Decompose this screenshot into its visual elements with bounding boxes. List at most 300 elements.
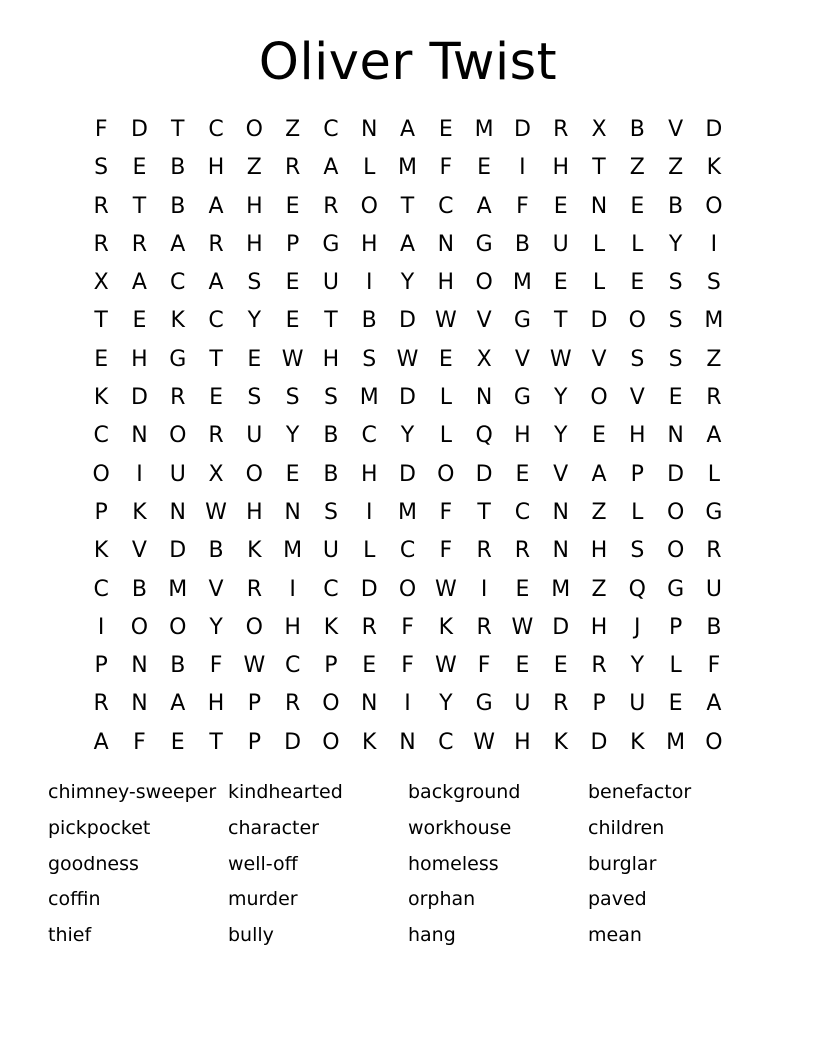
word-list-item: paved	[588, 888, 647, 911]
grid-letter: N	[131, 423, 148, 449]
word-list-item: burglar	[588, 852, 657, 875]
grid-row	[82, 456, 733, 494]
grid-letter: W	[434, 653, 457, 679]
word-list-row	[48, 814, 768, 850]
grid-letter: A	[476, 193, 492, 219]
grid-letter: C	[323, 117, 339, 142]
grid-letter: K	[323, 614, 339, 640]
grid-letter: F	[439, 499, 453, 525]
grid-letter: C	[170, 270, 186, 296]
grid-letter: S	[247, 385, 262, 411]
grid-letter: C	[323, 576, 339, 602]
grid-letter: H	[514, 423, 531, 449]
grid-row	[82, 685, 733, 723]
grid-letter: F	[516, 193, 529, 219]
grid-letter: D	[590, 308, 608, 334]
word-list-item: thief	[48, 924, 92, 947]
grid-letter: Y	[439, 691, 453, 717]
grid-letter: G	[322, 231, 340, 257]
letter-grid	[82, 111, 733, 762]
grid-letter: W	[396, 346, 419, 372]
grid-letter: V	[668, 117, 684, 142]
grid-letter: E	[285, 193, 300, 219]
grid-letter: I	[519, 155, 526, 181]
grid-letter: E	[553, 193, 568, 219]
grid-letter: O	[360, 193, 378, 219]
grid-letter: E	[362, 653, 377, 679]
grid-row	[82, 379, 733, 417]
grid-letter: X	[591, 117, 607, 142]
grid-letter: F	[94, 117, 108, 142]
word-list-item: background	[408, 781, 521, 803]
grid-letter: K	[630, 729, 645, 755]
grid-row	[82, 149, 733, 187]
grid-letter: D	[399, 461, 416, 487]
grid-letter: E	[630, 193, 645, 219]
grid-letter: N	[552, 538, 569, 564]
grid-letter: B	[706, 614, 722, 640]
grid-letter: L	[592, 231, 606, 257]
grid-letter: R	[93, 231, 109, 257]
grid-letter: Y	[553, 385, 568, 411]
grid-letter: E	[132, 308, 147, 334]
grid-letter: R	[284, 691, 301, 717]
grid-letter: Z	[285, 117, 301, 142]
grid-letter: I	[365, 499, 373, 525]
grid-letter: T	[209, 346, 223, 372]
grid-letter: M	[551, 576, 571, 602]
grid-letter: Y	[553, 423, 568, 449]
grid-letter: C	[284, 653, 301, 679]
grid-letter: A	[323, 155, 339, 181]
grid-letter: B	[131, 576, 147, 602]
grid-letter: W	[473, 729, 495, 755]
grid-letter: A	[170, 231, 186, 257]
grid-letter: B	[170, 193, 186, 219]
grid-letter: R	[284, 155, 301, 181]
grid-letter: C	[361, 423, 377, 449]
grid-letter: K	[93, 538, 109, 564]
grid-letter: I	[289, 576, 296, 602]
grid-letter: L	[592, 270, 606, 296]
grid-letter: T	[171, 117, 185, 142]
grid-letter: E	[209, 385, 223, 411]
grid-letter: F	[477, 653, 491, 679]
grid-letter: S	[94, 155, 109, 181]
grid-letter: H	[246, 193, 263, 219]
grid-letter: C	[399, 538, 416, 564]
grid-letter: O	[666, 538, 685, 564]
grid-letter: M	[359, 385, 379, 411]
grid-row	[82, 417, 733, 455]
word-list-row	[48, 778, 768, 814]
grid-letter: C	[438, 729, 454, 755]
grid-letter: Y	[400, 423, 415, 449]
grid-letter: A	[93, 729, 109, 755]
grid-letter: B	[361, 308, 377, 334]
grid-letter: R	[361, 614, 377, 640]
word-list-item: goodness	[48, 852, 139, 875]
grid-letter: D	[552, 614, 570, 640]
grid-letter: K	[170, 308, 185, 334]
grid-letter: X	[476, 346, 492, 372]
grid-letter: M	[398, 155, 418, 181]
page-title: Oliver Twist	[258, 33, 558, 92]
grid-letter: H	[131, 346, 148, 372]
grid-letter: I	[480, 576, 488, 602]
grid-letter: B	[323, 423, 339, 449]
grid-letter: W	[281, 346, 304, 372]
grid-letter: A	[399, 231, 416, 257]
grid-letter: C	[208, 308, 224, 334]
grid-row	[82, 226, 733, 264]
grid-letter: W	[205, 499, 227, 525]
grid-letter: M	[704, 308, 724, 334]
grid-letter: U	[629, 691, 646, 717]
grid-letter: F	[209, 653, 223, 679]
grid-letter: Z	[629, 155, 645, 181]
grid-letter: M	[512, 270, 532, 296]
grid-row	[82, 609, 733, 647]
word-list-item: benefactor	[588, 781, 692, 803]
grid-letter: O	[130, 614, 149, 640]
grid-letter: B	[668, 193, 684, 219]
grid-letter: Z	[246, 155, 262, 181]
grid-letter: W	[243, 653, 266, 679]
grid-letter: N	[131, 691, 148, 717]
grid-letter: B	[514, 231, 530, 257]
grid-letter: N	[552, 499, 569, 525]
grid-row	[82, 571, 733, 609]
grid-row	[82, 341, 733, 379]
grid-letter: A	[170, 691, 186, 717]
grid-letter: P	[94, 499, 108, 525]
grid-letter: R	[323, 193, 339, 219]
grid-row	[82, 111, 733, 149]
grid-letter: R	[476, 538, 492, 564]
grid-letter: S	[323, 385, 338, 411]
word-list-item: hang	[408, 924, 456, 947]
grid-letter: Z	[591, 576, 607, 602]
grid-letter: R	[553, 117, 569, 142]
grid-letter: N	[437, 231, 455, 257]
grid-letter: M	[666, 729, 686, 755]
grid-letter: I	[136, 461, 143, 487]
grid-letter: R	[208, 231, 224, 257]
grid-letter: B	[323, 461, 339, 487]
grid-letter: U	[169, 461, 186, 487]
grid-letter: R	[706, 385, 722, 411]
grid-letter: E	[94, 346, 109, 372]
grid-letter: O	[245, 461, 263, 487]
grid-letter: O	[437, 461, 455, 487]
word-list-item: kindhearted	[228, 781, 343, 803]
grid-letter: O	[322, 691, 340, 717]
grid-letter: A	[706, 691, 722, 717]
grid-letter: S	[362, 346, 377, 372]
grid-letter: T	[324, 308, 338, 334]
grid-letter: O	[475, 270, 493, 296]
grid-letter: T	[592, 155, 606, 181]
grid-letter: Y	[209, 614, 223, 640]
grid-letter: H	[590, 614, 608, 640]
grid-letter: B	[629, 117, 645, 142]
grid-letter: R	[706, 538, 722, 564]
grid-letter: E	[477, 155, 492, 181]
grid-row	[82, 647, 733, 685]
grid-letter: B	[208, 538, 224, 564]
grid-letter: I	[710, 231, 718, 257]
grid-letter: H	[322, 346, 340, 372]
grid-letter: L	[363, 155, 376, 181]
word-list-item: bully	[228, 924, 274, 947]
grid-letter: E	[285, 308, 300, 334]
word-list-row	[48, 921, 768, 957]
grid-letter: H	[437, 270, 455, 296]
grid-letter: R	[476, 614, 492, 640]
grid-letter: M	[474, 117, 494, 142]
grid-letter: Y	[285, 423, 300, 449]
grid-letter: E	[438, 346, 453, 372]
grid-letter: E	[515, 461, 530, 487]
grid-letter: K	[438, 614, 454, 640]
grid-letter: X	[208, 461, 224, 487]
grid-letter: F	[707, 653, 721, 679]
grid-letter: H	[360, 461, 378, 487]
grid-letter: F	[439, 538, 453, 564]
grid-letter: K	[553, 729, 568, 755]
grid-letter: W	[549, 346, 572, 372]
grid-letter: O	[92, 461, 110, 487]
grid-letter: B	[170, 653, 186, 679]
grid-letter: V	[514, 346, 530, 372]
grid-letter: R	[553, 691, 569, 717]
grid-letter: G	[513, 308, 531, 334]
grid-letter: V	[629, 385, 645, 411]
grid-letter: A	[399, 117, 416, 142]
grid-letter: S	[668, 346, 683, 372]
grid-letter: O	[666, 499, 685, 525]
grid-letter: T	[94, 308, 108, 334]
grid-letter: Q	[475, 423, 493, 449]
grid-letter: D	[590, 729, 608, 755]
grid-letter: N	[667, 423, 684, 449]
grid-letter: E	[515, 653, 530, 679]
grid-letter: C	[93, 576, 109, 602]
grid-letter: K	[362, 729, 377, 755]
grid-letter: O	[169, 423, 187, 449]
word-list-item: mean	[588, 924, 642, 947]
grid-letter: L	[669, 653, 682, 679]
grid-letter: C	[208, 117, 224, 142]
grid-letter: A	[591, 461, 607, 487]
grid-letter: T	[209, 729, 223, 755]
grid-letter: E	[553, 653, 568, 679]
grid-letter: M	[168, 576, 188, 602]
grid-row	[82, 494, 733, 532]
grid-letter: P	[94, 653, 108, 679]
grid-letter: Y	[400, 270, 415, 296]
grid-letter: R	[246, 576, 262, 602]
grid-letter: N	[360, 117, 378, 142]
word-list-item: homeless	[408, 852, 499, 875]
word-list-item: workhouse	[408, 816, 512, 839]
grid-letter: V	[476, 308, 492, 334]
grid-letter: X	[93, 270, 109, 296]
grid-letter: Y	[630, 653, 645, 679]
grid-letter: G	[667, 576, 685, 602]
grid-letter: N	[475, 385, 493, 411]
grid-letter: M	[398, 499, 418, 525]
grid-letter: D	[667, 461, 685, 487]
grid-letter: H	[207, 691, 225, 717]
grid-letter: E	[132, 155, 147, 181]
word-list-item: coffin	[48, 888, 101, 911]
grid-letter: P	[668, 614, 683, 640]
grid-letter: O	[398, 576, 417, 602]
grid-letter: E	[285, 270, 300, 296]
grid-letter: N	[284, 499, 301, 525]
grid-letter: R	[514, 538, 531, 564]
grid-letter: E	[668, 691, 683, 717]
grid-letter: G	[475, 231, 493, 257]
grid-letter: H	[590, 538, 608, 564]
grid-letter: E	[592, 423, 606, 449]
grid-letter: T	[553, 308, 568, 334]
grid-letter: I	[97, 614, 105, 640]
grid-letter: K	[132, 499, 147, 525]
grid-letter: U	[322, 270, 339, 296]
grid-letter: H	[246, 499, 263, 525]
grid-letter: O	[322, 729, 340, 755]
grid-letter: A	[208, 270, 224, 296]
grid-letter: L	[707, 461, 721, 487]
grid-letter: V	[131, 538, 147, 564]
word-list-item: character	[228, 816, 319, 839]
grid-letter: O	[628, 308, 646, 334]
grid-letter: S	[285, 385, 300, 411]
word-list-item: well-off	[228, 852, 298, 875]
grid-letter: D	[284, 729, 302, 755]
grid-letter: Q	[628, 576, 646, 602]
grid-letter: E	[515, 576, 530, 602]
grid-letter: Y	[247, 308, 262, 334]
word-list	[48, 778, 768, 957]
grid-letter: H	[552, 155, 569, 181]
grid-letter: K	[247, 538, 262, 564]
grid-letter: G	[705, 499, 723, 525]
grid-row	[82, 532, 733, 570]
grid-letter: L	[439, 423, 452, 449]
grid-letter: A	[131, 270, 147, 296]
grid-letter: R	[93, 193, 109, 219]
grid-letter: E	[438, 117, 453, 142]
grid-letter: A	[208, 193, 224, 219]
grid-letter: O	[245, 614, 263, 640]
grid-letter: P	[285, 231, 300, 257]
grid-letter: A	[706, 423, 722, 449]
word-list-item: children	[588, 816, 665, 839]
grid-letter: H	[284, 614, 301, 640]
grid-letter: W	[434, 308, 457, 334]
grid-letter: H	[360, 231, 378, 257]
grid-letter: F	[133, 729, 146, 755]
grid-row	[82, 724, 733, 762]
grid-letter: L	[631, 499, 644, 525]
grid-letter: H	[207, 155, 225, 181]
grid-letter: L	[439, 385, 452, 411]
grid-letter: G	[513, 385, 531, 411]
grid-letter: K	[93, 385, 109, 411]
grid-letter: S	[668, 308, 683, 334]
grid-letter: F	[401, 614, 414, 640]
grid-letter: H	[514, 729, 531, 755]
grid-letter: P	[630, 461, 644, 487]
grid-letter: Z	[591, 499, 607, 525]
grid-letter: W	[434, 576, 457, 602]
grid-letter: E	[170, 729, 185, 755]
grid-letter: G	[169, 346, 187, 372]
grid-letter: V	[208, 576, 224, 602]
grid-letter: U	[322, 538, 339, 564]
grid-letter: V	[591, 346, 607, 372]
grid-letter: D	[130, 385, 148, 411]
grid-letter: K	[706, 155, 722, 181]
word-list-row	[48, 885, 768, 921]
grid-letter: C	[514, 499, 531, 525]
grid-letter: V	[553, 461, 569, 487]
grid-row	[82, 188, 733, 226]
grid-letter: P	[247, 691, 261, 717]
grid-letter: Z	[706, 346, 722, 372]
grid-letter: O	[169, 614, 187, 640]
grid-letter: R	[170, 385, 186, 411]
grid-letter: E	[247, 346, 262, 372]
word-list-item: orphan	[408, 888, 476, 911]
grid-row	[82, 302, 733, 340]
grid-letter: S	[706, 270, 721, 296]
grid-letter: P	[247, 729, 261, 755]
grid-letter: N	[360, 691, 378, 717]
grid-letter: S	[630, 346, 645, 372]
grid-letter: D	[705, 117, 723, 142]
grid-letter: D	[130, 117, 148, 142]
grid-letter: L	[363, 538, 376, 564]
word-list-item: pickpocket	[48, 816, 151, 839]
grid-letter: D	[399, 385, 416, 411]
grid-letter: E	[630, 270, 645, 296]
grid-letter: L	[631, 231, 644, 257]
grid-letter: H	[629, 423, 646, 449]
grid-letter: P	[592, 691, 606, 717]
grid-letter: I	[365, 270, 373, 296]
grid-letter: F	[401, 653, 414, 679]
grid-letter: S	[323, 499, 338, 525]
grid-letter: Z	[668, 155, 684, 181]
grid-letter: D	[360, 576, 378, 602]
grid-letter: P	[324, 653, 338, 679]
grid-letter: F	[439, 155, 453, 181]
grid-letter: S	[630, 538, 645, 564]
grid-letter: I	[404, 691, 411, 717]
grid-letter: U	[514, 691, 531, 717]
grid-letter: R	[131, 231, 148, 257]
grid-letter: S	[247, 270, 262, 296]
grid-letter: Y	[668, 231, 683, 257]
word-list-item: chimney-sweeper	[48, 781, 217, 803]
grid-letter: N	[131, 653, 148, 679]
grid-letter: O	[705, 729, 723, 755]
